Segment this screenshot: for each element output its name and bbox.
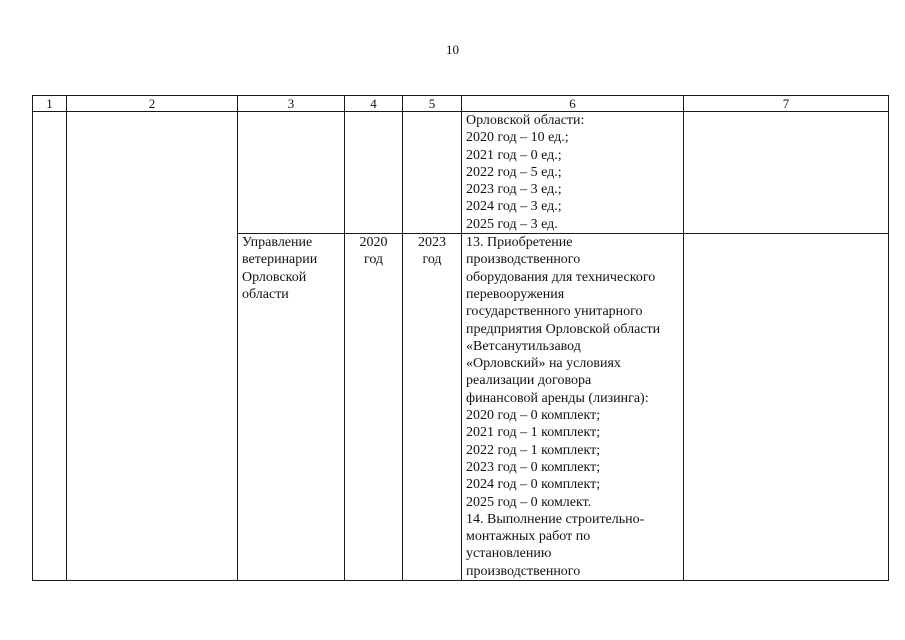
header-col-2: 2 bbox=[67, 96, 238, 112]
cell-row2-col-7 bbox=[684, 234, 889, 581]
cell-row1-col-5 bbox=[403, 112, 462, 234]
cell-col-1 bbox=[33, 112, 67, 581]
header-col-3: 3 bbox=[238, 96, 345, 112]
cell-col-2 bbox=[67, 112, 238, 581]
cell-row2-col-3-executor: Управление ветеринарии Орловской области bbox=[238, 234, 345, 581]
cell-row2-col-5-end-year: 2023 год bbox=[403, 234, 462, 581]
table-header-row bbox=[33, 96, 889, 112]
cell-row1-col-3 bbox=[238, 112, 345, 234]
cell-row2-col-4-start-year: 2020 год bbox=[345, 234, 403, 581]
cell-row1-col-4 bbox=[345, 112, 403, 234]
header-col-5: 5 bbox=[403, 96, 462, 112]
cell-row1-col-7 bbox=[684, 112, 889, 234]
cell-row1-col-6: Орловской области: 2020 год – 10 ед.; 2021 год – 0 ед.; 2022 год – 5 ед.; 2023 год – 3 ед.; 2024 год – 3 ед.; 2025 год – 3 ед. bbox=[462, 112, 684, 234]
header-col-6: 6 bbox=[462, 96, 684, 112]
table-row bbox=[33, 112, 889, 234]
header-col-7: 7 bbox=[684, 96, 889, 112]
header-col-4: 4 bbox=[345, 96, 403, 112]
cell-row2-col-6-description: 13. Приобретение производственного оборудования для технического перевооружения государственного унитарного предприятия Орловской области «Ветсанутильзавод «Орловский» на условиях реализации договора финансовой аренды (лизинга): 2020 год – 0 комплект; 2021 год – 1 комплект; 2022 год – 1 комплект; 2023 год – 0 комплект; 2024 год – 0 комплект; 2025 год – 0 комлект. 14. Выполнение строительно- монтажных работ по установлению производственного bbox=[462, 234, 684, 581]
page-number: 10 bbox=[446, 42, 459, 57]
document-table bbox=[32, 95, 889, 581]
header-col-1: 1 bbox=[33, 96, 67, 112]
